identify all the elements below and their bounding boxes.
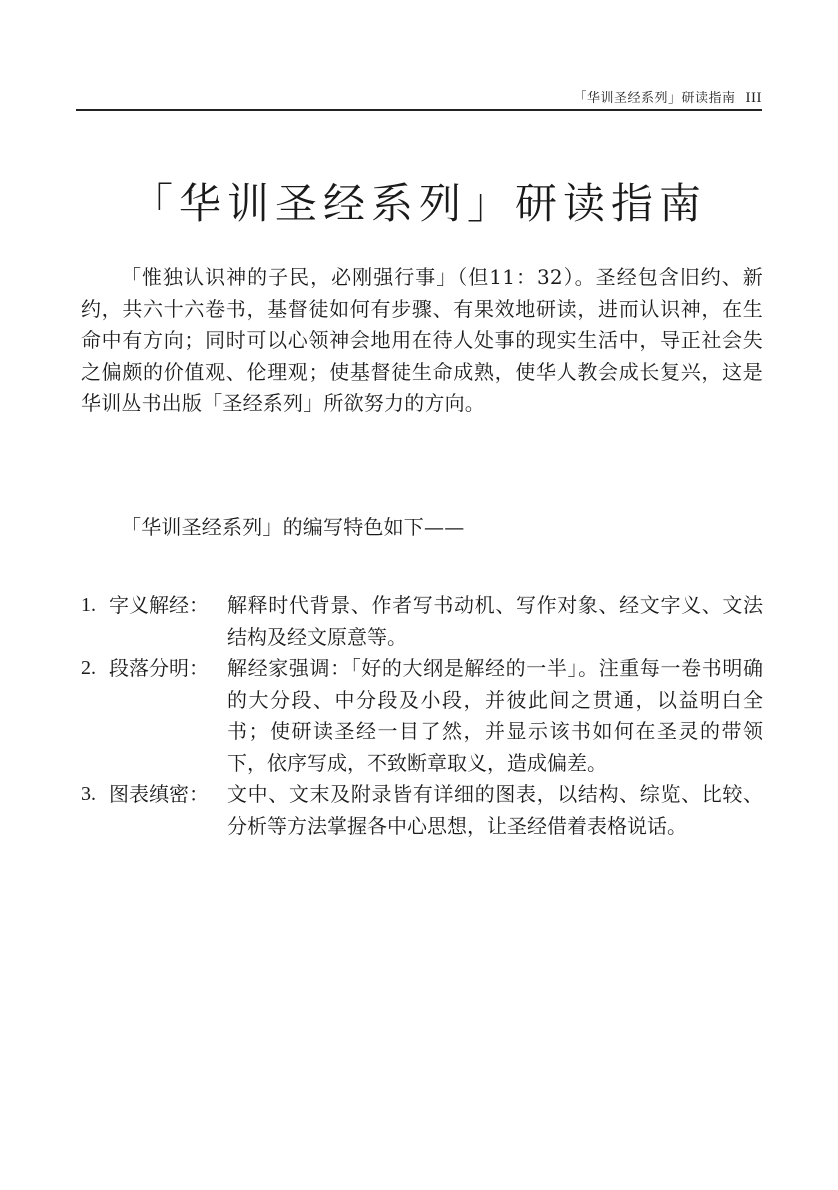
feature-item [81, 590, 763, 653]
feature-item [81, 653, 763, 779]
feature-term: 字义解经： [109, 593, 209, 617]
intro-paragraph: 「惟独认识神的子民，必刚强行事」（但11：32）。圣经包含旧约、新约，共六十六卷书，基督徒如何有步骤、有果效地研读，进而认识神，在生命中有方向；同时可以心领神会地用在待人处事的现实生活中，导正社会失之偏颇的价值观、伦理观；使基督徒生命成熟，使华人教会成长复兴，这是华训丛书出版「圣经系列」所欲努力的方向。 [81, 265, 763, 415]
feature-term: 图表缜密： [109, 782, 209, 806]
feature-term: 段落分明： [109, 656, 209, 680]
features-lead: 「华训圣经系列」的编写特色如下—— [121, 515, 465, 539]
page-title: 「华训圣经系列」研读指南 [130, 179, 707, 228]
feature-description: 文中、文末及附录皆有详细的图表，以结构、综览、比较、分析等方法掌握各中心思想，让圣经借着表格说话。 [227, 782, 763, 838]
running-header-title: 「华训圣经系列」研读指南 [573, 91, 736, 106]
feature-description: 解释时代背景、作者写书动机、写作对象、经文字义、文法结构及经文原意等。 [227, 593, 763, 649]
feature-number: 1. [81, 594, 96, 616]
header-rule [76, 109, 762, 111]
page-number: III [745, 90, 762, 106]
feature-item [81, 779, 763, 842]
feature-number: 3. [81, 783, 96, 805]
feature-list [81, 590, 763, 842]
running-header [76, 88, 762, 108]
feature-number: 2. [81, 657, 96, 679]
feature-description: 解经家强调：「好的大纲是解经的一半」。注重每一卷书明确的大分段、中分段及小段，并彼此间之贯通，以益明白全书；使研读圣经一目了然，并显示该书如何在圣灵的带领下，依序写成，不致断章取义，造成偏差。 [227, 656, 763, 775]
